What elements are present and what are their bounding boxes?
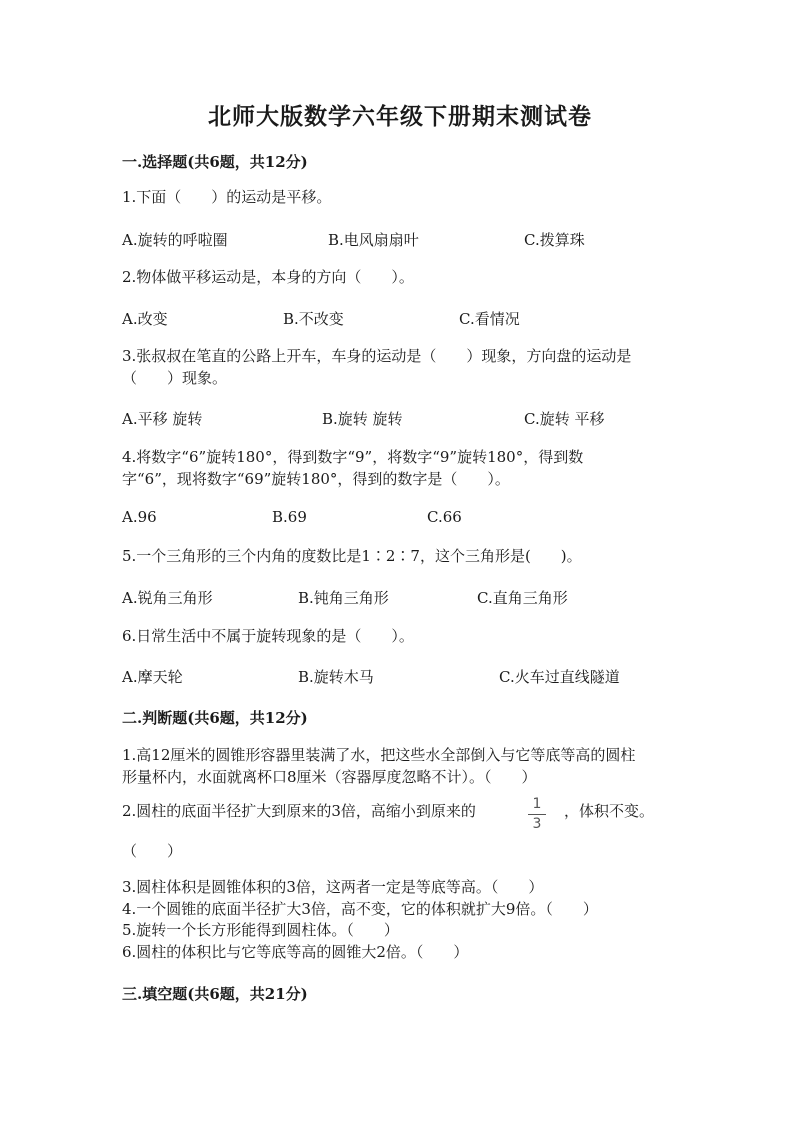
q3-option-c: C.旋转 平移 (524, 410, 605, 428)
section-heading-choice: 一.选择题(共6题，共12分) (122, 153, 308, 171)
question-4-stem-line1: 4.将数字“6”旋转180°，得到数字“9”，将数字“9”旋转180°，得到数 (122, 448, 584, 466)
q3-option-b: B.旋转 旋转 (322, 410, 403, 428)
question-1-stem: 1.下面（ ）的运动是平移。 (122, 188, 332, 206)
q5-option-b: B.钝角三角形 (298, 589, 389, 607)
q2-option-c: C.看情况 (459, 310, 520, 328)
judgement-2-text-a: 2.圆柱的底面半径扩大到原来的3倍，高缩小到原来的 (122, 802, 476, 820)
q3-option-a: A.平移 旋转 (122, 410, 203, 428)
q1-option-c: C.拨算珠 (524, 231, 585, 249)
judgement-4: 4.一个圆锥的底面半径扩大3倍，高不变，它的体积就扩大9倍。（ ） (122, 900, 598, 918)
page-title: 北师大版数学六年级下册期末测试卷 (208, 103, 592, 130)
q1-option-b: B.电风扇扇叶 (328, 231, 419, 249)
judgement-6: 6.圆柱的体积比与它等底等高的圆锥大2倍。（ ） (122, 943, 469, 961)
judgement-1-line2: 形量杯内，水面就离杯口8厘米（容器厚度忽略不计）。（ ） (122, 768, 537, 786)
fraction-numerator: 1 (532, 796, 542, 812)
question-3-stem-line2: （ ）现象。 (122, 369, 228, 387)
judgement-3: 3.圆柱体积是圆锥体积的3倍，这两者一定是等底等高。（ ） (122, 878, 544, 896)
fraction-denominator: 3 (532, 816, 542, 832)
fraction-bar (528, 814, 546, 815)
judgement-2-answer-paren: （ ） (122, 842, 183, 860)
section-heading-fill-blank: 三.填空题(共6题，共21分) (122, 985, 308, 1003)
q2-option-a: A.改变 (122, 310, 168, 328)
judgement-1-line1: 1.高12厘米的圆锥形容器里装满了水，把这些水全部倒入与它等底等高的圆柱 (122, 746, 636, 764)
question-4-stem-line2: 字“6”，现将数字“69”旋转180°，得到的数字是（ ）。 (122, 470, 510, 488)
q2-option-b: B.不改变 (283, 310, 344, 328)
q5-option-c: C.直角三角形 (477, 589, 568, 607)
q4-option-c: C.66 (427, 508, 462, 526)
fraction-one-third (526, 797, 548, 832)
q6-option-a: A.摩天轮 (122, 668, 183, 686)
q6-option-b: B.旋转木马 (298, 668, 374, 686)
judgement-5: 5.旋转一个长方形能得到圆柱体。（ ） (122, 921, 399, 939)
question-3-stem-line1: 3.张叔叔在笔直的公路上开车，车身的运动是（ ）现象，方向盘的运动是 (122, 347, 632, 365)
q4-option-b: B.69 (272, 508, 307, 526)
q4-option-a: A.96 (122, 508, 157, 526)
question-2-stem: 2.物体做平移运动是，本身的方向（ ）。 (122, 268, 414, 286)
question-5-stem: 5.一个三角形的三个内角的度数比是1∶2∶7，这个三角形是( )。 (122, 547, 582, 565)
q1-option-a: A.旋转的呼啦圈 (122, 231, 228, 249)
q6-option-c: C.火车过直线隧道 (499, 668, 620, 686)
question-6-stem: 6.日常生活中不属于旋转现象的是（ ）。 (122, 627, 414, 645)
judgement-2-text-b: ，体积不变。 (564, 802, 655, 820)
q5-option-a: A.锐角三角形 (122, 589, 213, 607)
section-heading-judgement: 二.判断题(共6题，共12分) (122, 709, 308, 727)
